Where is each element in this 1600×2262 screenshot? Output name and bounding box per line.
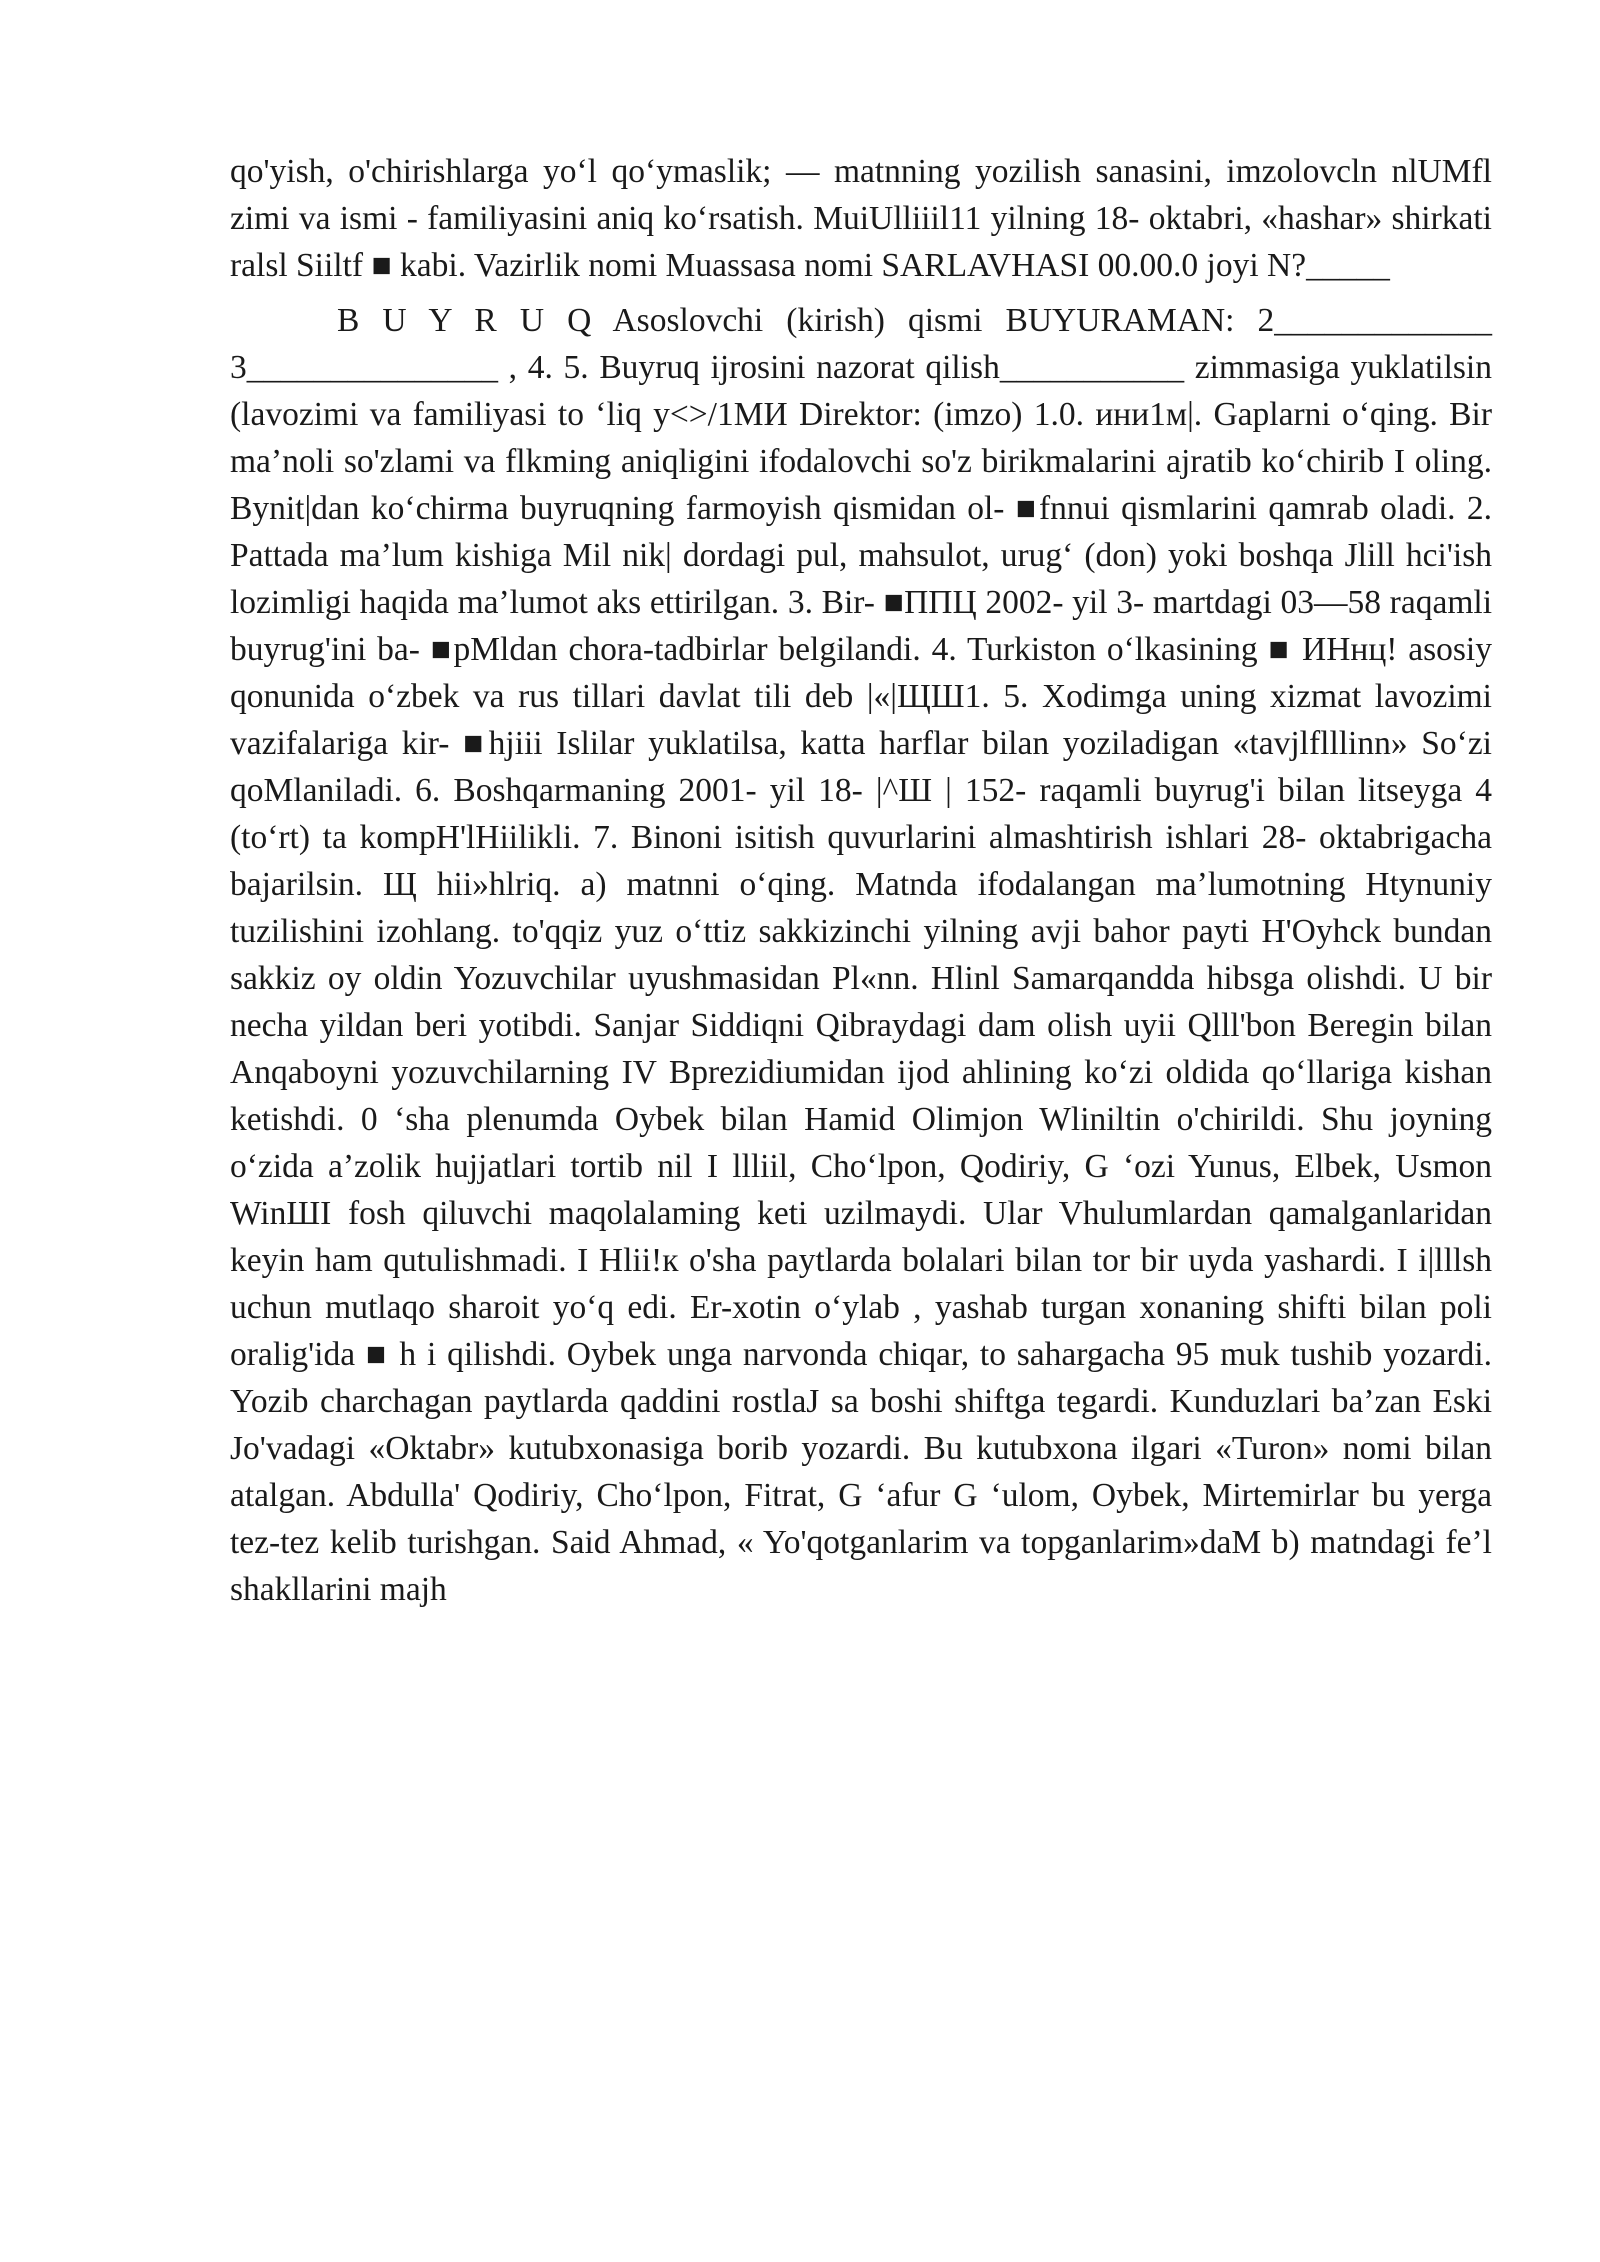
- paragraph-intro: qo'yish, o'chirishlarga yo‘l qo‘ymaslik; — matnning yozilish sanasini, imzolovcln nlUMfl zimi va ismi - familiyasini aniq ko‘rsatish. MuiUlliiil11 yilning 18- oktabri, «hashar» shirkati ralsl Siiltf ■ kabi. Vazirlik nomi Muassasa nomi SARLAVHASI 00.00.0 joyi N?_____: [230, 153, 1492, 284]
- paragraph-buyruq: B U Y R U Q Asoslovchi (kirish) qismi BUYURAMAN: 2_____________ 3_______________ , 4. 5. Buyruq ijrosini nazorat qilish___________ zimmasiga yuklatilsin (lavozimi va familiyasi to ‘liq y<>/1МИ Direktor: (imzo) 1.0. ини1м|. Gaplarni o‘qing. Bir ma’noli so'zlami va flkming aniqligini ifodalovchi so'z birikmalarini ajratib ko‘chirib I oling. Bynit|dan ko‘chirma buyruqning farmoyish qismidan ol- ■fnnui qismlarini qamrab oladi. 2. Pattada ma’lum kishiga Mil nik| dordagi pul, mahsulot, urug‘ (don) yoki boshqa Jlill hci'ish lozimligi haqida ma’lumot aks ettirilgan. 3. Bir- ■ППЦ 2002- yil 3- martdagi 03—58 raqamli buyrug'ini ba- ■pMldan chora-tadbirlar belgilandi. 4. Turkiston o‘lkasining ■ ИНнц! asosiy qonunida o‘zbek va rus tillari davlat tili deb |«|ЩШ1. 5. Xodimga uning xizmat lavozimi vazifalariga kir- ■hjiii Islilar yuklatilsa, katta harflar bilan yoziladigan «tavjlflllinn» So‘zi qoMlaniladi. 6. Boshqarmaning 2001- yil 18- |^Ш | 152- raqamli buyrug'i bilan litseyga 4 (to‘rt) ta kompH'lHiilikli. 7. Binoni isitish quvurlarini almashtirish ishlari 28- oktabrigacha bajarilsin. Щ hii»hlriq. a) matnni o‘qing. Matnda ifodalangan ma’lumotning Htynuniy tuzilishini izohlang. to'qqiz yuz o‘ttiz sakkizinchi yilning avji bahor payti H'Oyhck bundan sakkiz oy oldin Yozuvchilar uyushmasidan Pl«nn. Hlinl Samarqandda hibsga olishdi. U bir necha yildan beri yotibdi. Sanjar Siddiqni Qibraydagi dam olish uyii Qlll'bon Beregin bilan Anqaboyni yozuvchilarning IV Bprezidiumidan ijod ahlining ko‘zi oldida qo‘llariga kishan ketishdi. 0 ‘sha plenumda Oybek bilan Hamid Olimjon Wliniltin o'chirildi. Shu joyning o‘zida a’zolik hujjatlari tortib nil I llliil, Cho‘lpon, Qodiriy, G ‘ozi Yunus, Elbek, Usmon WinШI fosh qiluvchi maqolalaming keti uzilmaydi. Ular Vhulumlardan qamalganlaridan keyin ham qutulishmadi. I Hlii!к o'sha paytlarda bolalari bilan tor bir uyda yashardi. I i|lllsh uchun mutlaqo sharoit yo‘q edi. Er-xotin o‘ylab , yashab turgan xonaning shifti bilan poli oralig'ida ■ h i qilishdi. Oybek unga narvonda chiqar, to sahargacha 95 muk tushib yozardi. Yozib charchagan paytlarda qaddini rostlaJ sa boshi shiftga tegardi. Kunduzlari ba’zan Eski Jo'vadagi «Oktabr» kutubxonasiga borib yozardi. Bu kutubxona ilgari «Turon» nomi bilan atalgan. Abdulla' Qodiriy, Cho‘lpon, Fitrat, G ‘afur G ‘ulom, Oybek, Mirtemirlar bu yerga tez-tez kelib turishgan. Said Ahmad, « Yo'qotganlarim va topganlarim»daM b) matndagi fe’l shakllarini majh: [230, 302, 1492, 1608]
- document-body: [230, 148, 1492, 1613]
